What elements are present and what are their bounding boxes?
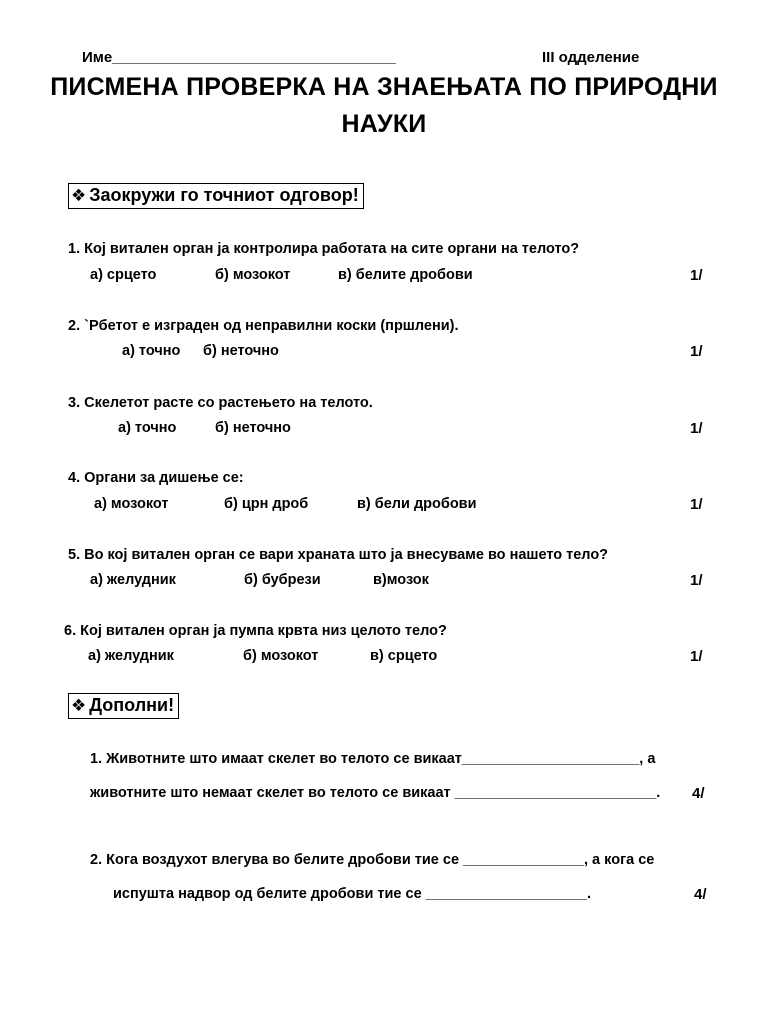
name-field-label: Име__________________________________ (82, 49, 396, 66)
grade-label: III одделение (542, 49, 640, 66)
q5-answer-c[interactable]: в)мозок (373, 572, 429, 588)
q2-answer-a[interactable]: а) точно (122, 343, 181, 359)
q6-points: 1/ (690, 648, 703, 665)
question-4: 4. Органи за дишење се: (68, 470, 244, 486)
q1-points: 1/ (690, 267, 703, 284)
q4-answer-b[interactable]: б) црн дроб (224, 496, 309, 512)
question-5: 5. Во кој витален орган се вари храната што ја внесуваме во нашето тело? (68, 547, 609, 563)
q1-answer-a[interactable]: а) срцето (90, 267, 157, 283)
q6-answer-b[interactable]: б) мозокот (243, 648, 319, 664)
q1-answer-c[interactable]: в) белите дробови (338, 267, 473, 283)
q5-answer-b[interactable]: б) бубрези (244, 572, 321, 588)
question-1: 1. Кој витален орган ја контролира работата на сите органи на телото? (68, 241, 580, 257)
q3-answer-b[interactable]: б) неточно (215, 420, 291, 436)
page-title-line1: ПИСМЕНА ПРОВЕРКА НА ЗНАЕЊАТА ПО ПРИРОДНИ (50, 73, 718, 101)
q2-answer-b[interactable]: б) неточно (203, 343, 279, 359)
q6-answer-c[interactable]: в) срцето (370, 648, 438, 664)
q2-points: 1/ (690, 343, 703, 360)
q6-answer-a[interactable]: а) желудник (88, 648, 174, 664)
fill-in-1-line1[interactable]: 1. Животните што имаат скелет во телото се викаат______________________, а (90, 751, 656, 767)
fill-in-1-points: 4/ (692, 785, 705, 802)
q3-answer-a[interactable]: а) точно (118, 420, 177, 436)
q5-points: 1/ (690, 572, 703, 589)
section-heading-choose (68, 183, 364, 209)
diamond-bullet-icon: ❖ (71, 695, 87, 715)
section-heading-fill-in (68, 693, 179, 719)
q4-answer-c[interactable]: в) бели дробови (357, 496, 477, 512)
q3-points: 1/ (690, 420, 703, 437)
q5-answer-a[interactable]: а) желудник (90, 572, 176, 588)
question-2: 2. `Рбетот е изграден од неправилни коски (пршлени). (68, 318, 459, 334)
section-heading-text: Заокружи го точниот одговор! (89, 185, 359, 205)
fill-in-2-line1[interactable]: 2. Кога воздухот влегува во белите дробови тие се _______________, а кога се (90, 852, 655, 868)
question-6: 6. Кој витален орган ја пумпа крвта низ целото тело? (64, 623, 447, 639)
q1-answer-b[interactable]: б) мозокот (215, 267, 291, 283)
diamond-bullet-icon: ❖ (71, 185, 87, 205)
fill-in-2-line2[interactable]: испушта надвор од белите дробови тие се ____________________. (113, 886, 591, 902)
fill-in-2-points: 4/ (694, 886, 707, 903)
q4-points: 1/ (690, 496, 703, 513)
q4-answer-a[interactable]: а) мозокот (94, 496, 169, 512)
page-title-line2: НАУКИ (341, 110, 427, 138)
fill-in-1-line2[interactable]: животните што немаат скелет во телото се викаат _________________________. (90, 785, 661, 801)
question-3: 3. Скелетот расте со растењето на телото. (68, 395, 373, 411)
section-heading-text: Дополни! (89, 695, 175, 715)
